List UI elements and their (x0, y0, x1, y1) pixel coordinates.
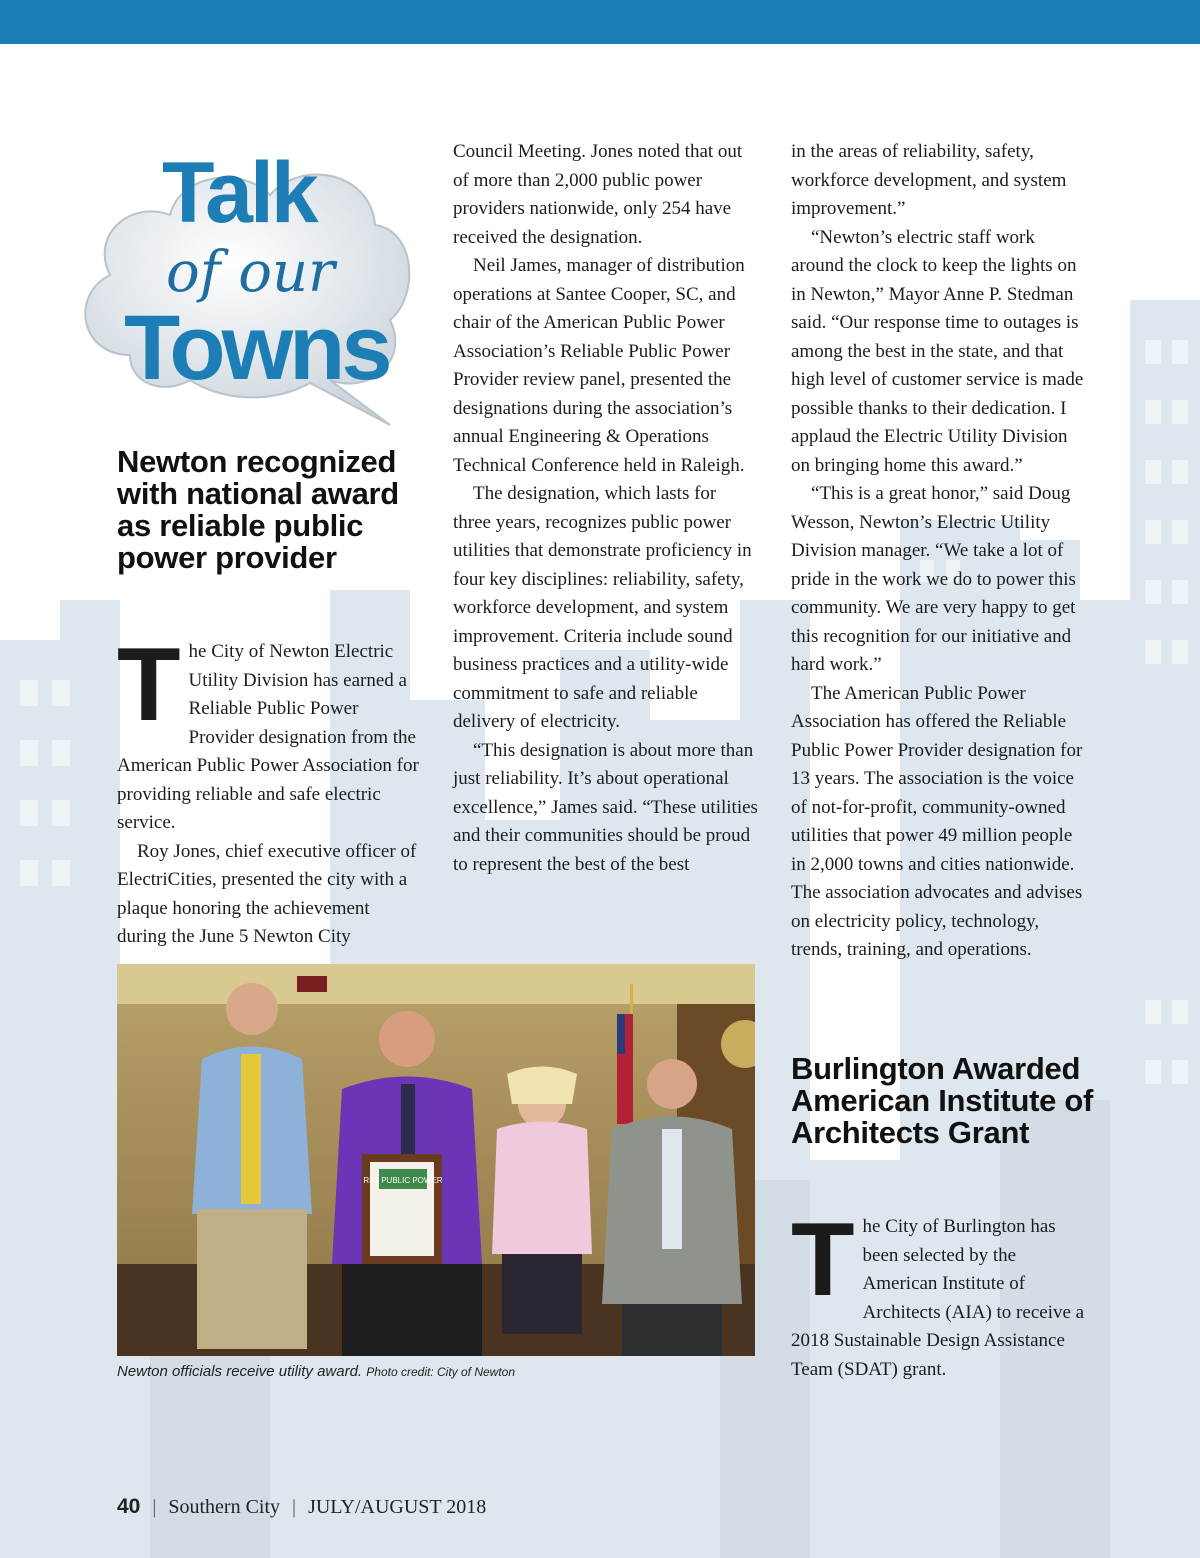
article-paragraph: “This designation is about more than just reliability. It’s about operational excellence,” James said. “These utilities and their communities should be proud to represent the best of the best (453, 739, 758, 875)
logo-word-talk: Talk (162, 145, 316, 241)
logo-word-towns: Towns (124, 297, 389, 399)
article-paragraph: The designation, which lasts for three years, recognizes public power utilities that demonstrate proficiency in four key disciplines: reliability, safety, workforce development, and system improvement. Criteria include sound business practices and a utility-wide commitment to safe and reliable delivery of electricity. (453, 483, 752, 732)
article-paragraph: The American Public Power Association has offered the Reliable Public Power Provider designation for 13 years. The association is the voice of not-for-profit, community-owned utilities that power 49 million people in 2,000 towns and cities nationwide. The association advocates and advises on electricity policy, technology, trends, training, and operations. (791, 682, 1083, 960)
award-photo-illustration (117, 964, 755, 1356)
article-paragraph: “This is a great honor,” said Doug Wesson, Newton’s Electric Utility Division manager. “We take a lot of pride in the work we do to power this community. We are very happy to get this recognition for our initiative and hard work.” (791, 483, 1076, 675)
issue-date: JULY/AUGUST 2018 (308, 1496, 487, 1518)
article-paragraph: in the areas of reliability, safety, workforce development, and system improvement.” (791, 141, 1067, 219)
paragraph-text: he City of Burlington has been selected by the American Institute of Architects (AIA) to receive a 2018 Sustainable Design Assistance Team (SDAT) grant. (791, 1216, 1085, 1380)
article-paragraph: Roy Jones, chief executive officer of ElectriCities, presented the city with a plaque honoring the achievement during the June 5 Newton City (117, 840, 417, 947)
page-number: 40 (117, 1495, 141, 1518)
article-column-3 (791, 138, 1091, 965)
article-paragraph: Council Meeting. Jones noted that out of more than 2,000 public power providers nationwide, only 254 have received the designation. (453, 141, 743, 248)
article-paragraph (791, 1202, 1091, 1384)
article-column-2 (453, 138, 758, 879)
photo-caption (117, 1363, 515, 1380)
article-column-burlington (791, 1202, 1091, 1384)
article-paragraph (117, 627, 422, 838)
page-footer (117, 1495, 486, 1519)
article-headline-burlington: Burlington Awarded American Institute of Architects Grant (791, 1051, 1094, 1150)
article-headline-newton: Newton recognized with national award as reliable public power provider (117, 444, 399, 575)
article-paragraph: Neil James, manager of distribution operations at Santee Cooper, SC, and chair of the American Public Power Association’s Reliable Public Power Provider review panel, presented the designations during the association’s annual Engineering & Operations Technical Conference held in Raleigh. (453, 255, 745, 476)
article-paragraph: “Newton’s electric staff work around the clock to keep the lights on in Newton,” Mayor Anne P. Stedman said. “Our response time to outages is among the best in the state, and that high level of customer service is made possible thanks to their dedication. I applaud the Electric Utility Division on bringing home this award.” (791, 226, 1084, 476)
award-photo (117, 964, 755, 1356)
publication-name: Southern City (168, 1496, 281, 1518)
plaque-text: RP3 PUBLIC POWER (363, 1176, 443, 1185)
paragraph-text: he City of Newton Electric Utility Division has earned a Reliable Public Power Provider designation from the American Public Power Association for providing reliable and safe electric service. (117, 641, 419, 833)
drop-cap: T (791, 1202, 855, 1318)
logo-word-of-our: of our (166, 240, 335, 305)
footer-separator: | (152, 1496, 157, 1518)
photo-credit: Photo credit: City of Newton (366, 1365, 516, 1379)
footer-separator: | (292, 1496, 297, 1518)
caption-text: Newton officials receive utility award. (117, 1363, 363, 1380)
article-column-1 (117, 627, 422, 952)
drop-cap: T (117, 627, 181, 743)
